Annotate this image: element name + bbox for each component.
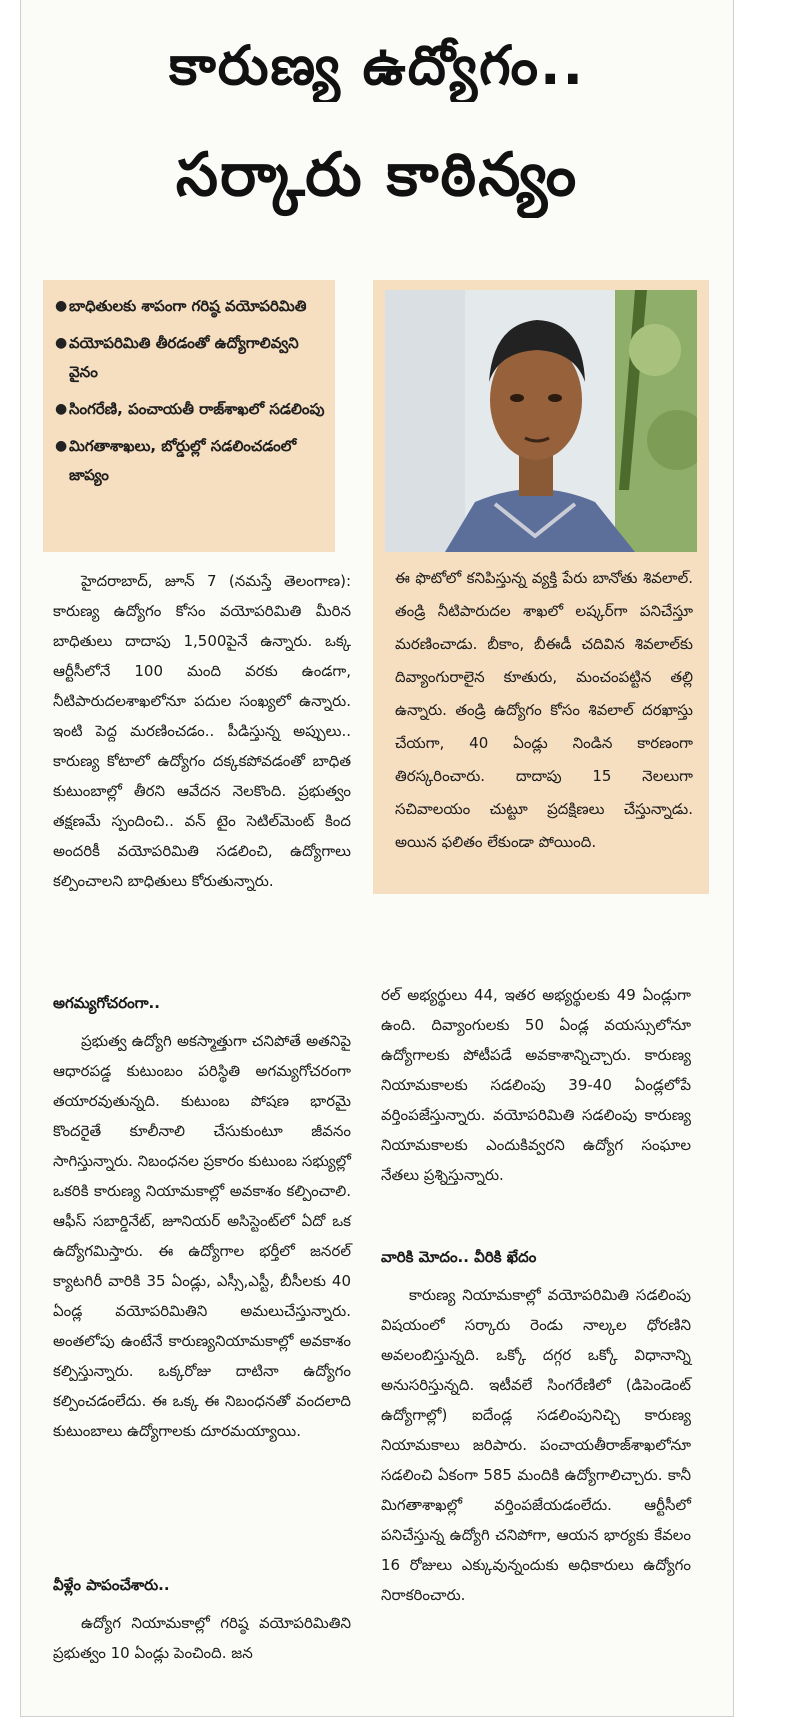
- photo-box: [373, 280, 709, 894]
- article-intro: [53, 566, 351, 896]
- article-left-bottom: [53, 1570, 351, 1668]
- bullet-icon: ●: [55, 298, 68, 314]
- newspaper-clipping: [20, 0, 734, 1717]
- subheading-1: అగమ్యగోచరంగా..: [53, 994, 160, 1012]
- person-photo: [385, 290, 697, 552]
- bullet-icon: ●: [55, 335, 68, 351]
- headline-line-1: కారుణ్య ఉద్యోగం..: [168, 34, 586, 97]
- article-left-column: [53, 980, 351, 1446]
- highlight-item: ● వయోపరిమితి తీరడంతో ఉద్యోగాలివ్వని వైనం: [55, 329, 325, 387]
- article-right-top: [381, 980, 691, 1190]
- paragraph-2: ఉద్యోగ నియామకాల్లో గరిష్ఠ వయోపరిమితిని ప్రభుత్వం 10 ఏండ్లు పెంచింది. జన: [53, 1614, 351, 1662]
- subheading-3: వారికి మోదం.. వీరికి ఖేదం: [381, 1248, 537, 1266]
- highlight-item: ● మిగతాశాఖలు, బోర్డుల్లో సడలించడంలో జాప్యం: [55, 432, 325, 490]
- bullet-icon: ●: [55, 438, 68, 454]
- subheading-2: వీళ్లేం పాపంచేశారు..: [53, 1576, 170, 1594]
- paragraph-1: ప్రభుత్వ ఉద్యోగి అకస్మాత్తుగా చనిపోతే అతనిపై ఆధారపడ్డ కుటుంబం పరిస్థితి అగమ్యగోచరంగా తయారవుతున్నది. కుటుంబ పోషణ భారమై కొందరైతే కూలీనాలి చేసుకుంటూ జీవనం సాగిస్తున్నారు. నిబంధనల ప్రకారం కుటుంబ సభ్యుల్లో ఒకరికి కారుణ్య నియామకాల్లో అవకాశం కల్పించాలి. ఆఫీస్ సబార్డినేట్, జూనియర్ అసిస్టెంట్‌లో ఏదో ఒక ఉద్యోగమిస్తారు. ఈ ఉద్యోగాల భర్తీలో జనరల్ క్యాటగిరీ వారికి 35 ఏండ్లు, ఎస్సీ,ఎస్టీ, బీసీలకు 40 ఏండ్ల వయోపరిమితిని అమలుచేస్తున్నారు. అంతలోపు ఉంటేనే కారుణ్యనియామకాల్లో అవకాశం కల్పిస్తున్నారు. ఒక్కరోజు దాటినా ఉద్యోగం కల్పించడంలేదు. ఈ ఒక్క ఈ నిబంధనతో వందలాది కుటుంబాలు ఉద్యోగాలకు దూరమయ్యాయి.: [53, 1032, 351, 1440]
- headline-line-2: సర్కారు కాఠిన్యం: [175, 140, 579, 210]
- article-right-bottom: [381, 1234, 691, 1610]
- highlights-box: [43, 280, 335, 552]
- highlight-item: ● సింగరేణి, పంచాయతీ రాజ్‌శాఖలో సడలింపు: [55, 395, 325, 424]
- intro-paragraph: హైదరాబాద్, జూన్ 7 (నమస్తే తెలంగాణ): కారుణ్య ఉద్యోగం కోసం వయోపరిమితి మీరిన బాధితులు దాదాపు 1,500పైనే ఉన్నారు. ఒక్క ఆర్టీసీలోనే 100 మంది వరకు ఉండగా, నీటిపారుదలశాఖలోనూ పదుల సంఖ్యలో ఉన్నారు. ఇంటి పెద్ద మరణించడం.. పీడిస్తున్న అప్పులు.. కారుణ్య కోటాలో ఉద్యోగం దక్కకపోవడంతో బాధిత కుటుంబాల్లో తీరని ఆవేదన నెలకొంది. ప్రభుత్వం తక్షణమే స్పందించి.. వన్ టైం సెటిల్‌మెంట్ కింద అందరికీ వయోపరిమితి సడలించి, ఉద్యోగాలు కల్పించాలని బాధితులు కోరుతున్నారు.: [53, 572, 351, 890]
- photo-caption: ఈ ఫొటోలో కనిపిస్తున్న వ్యక్తి పేరు బానోతు శివలాల్. తండ్రి నీటిపారుదల శాఖలో లష్కర్‌గా పనిచేస్తూ మరణించాడు. బీకాం, బీఈడీ చదివిన శివలాల్‌కు దివ్యాంగురాలైన కూతురు, మంచంపట్టిన తల్లి ఉన్నారు. తండ్రి ఉద్యోగం కోసం శివలాల్ దరఖాస్తు చేయగా, 40 ఏండ్లు నిండిన కారణంగా తిరస్కరించారు. దాదాపు 15 నెలలుగా సచివాలయం చుట్టూ ప్రదక్షిణలు చేస్తున్నాడు. అయిన ఫలితం లేకుండా పోయింది.: [395, 569, 693, 851]
- highlight-item: ● బాధితులకు శాపంగా గరిష్ఠ వయోపరిమితి: [55, 292, 325, 321]
- paragraph-2-continued: రల్ అభ్యర్థులు 44, ఇతర అభ్యర్థులకు 49 ఏండ్లుగా ఉంది. దివ్యాంగులకు 50 ఏండ్ల వయస్సులోనూ ఉద్యోగాలకు పోటీపడే అవకాశాన్నిచ్చారు. కారుణ్య నియామకాలకు సడలింపు 39-40 ఏండ్లలోపే వర్తింపజేస్తున్నారు. వయోపరిమితి సడలింపు కారుణ్య నియామకాలకు ఎందుకివ్వరని ఉద్యోగ సంఘాల నేతలు ప్రశ్నిస్తున్నారు.: [381, 986, 691, 1184]
- paragraph-3: కారుణ్య నియామకాల్లో వయోపరిమితి సడలింపు విషయంలో సర్కారు రెండు నాల్కల ధోరణిని అవలంబిస్తున్నది. ఒక్కో దగ్గర ఒక్కో విధానాన్ని అనుసరిస్తున్నది. ఇటీవలే సింగరేణిలో (డిపెండెంట్ ఉద్యోగాల్లో) ఐదేండ్ల సడలింపునిచ్చి కారుణ్య నియామకాలు జరిపారు. పంచాయతీరాజ్‌శాఖలోనూ సడలించి ఏకంగా 585 మందికి ఉద్యోగాలిచ్చారు. కానీ మిగతాశాఖల్లో వర్తింపజేయడంలేదు. ఆర్టీసీలో పనిచేస్తున్న ఉద్యోగి చనిపోగా, ఆయన భార్యకు కేవలం 16 రోజులు ఎక్కువున్నందుకు అధికారులు ఉద్యోగం నిరాకరించారు.: [381, 1286, 691, 1604]
- bullet-icon: ●: [55, 401, 68, 417]
